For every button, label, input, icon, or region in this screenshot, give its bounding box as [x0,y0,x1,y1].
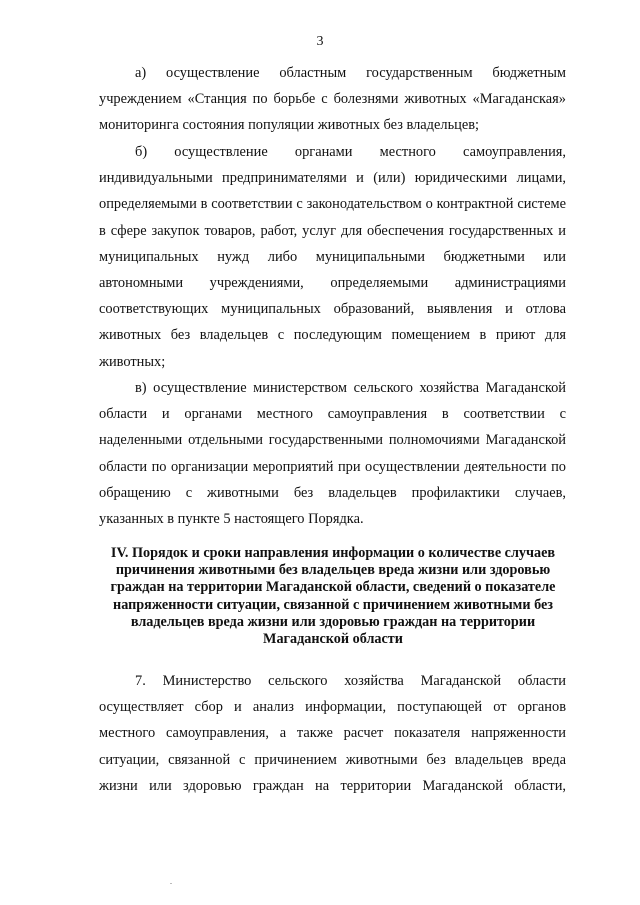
paragraph-b: б) осуществление органами местного самоуправления, индивидуальными предпринимателями и (или) юридическими лицами, определяемыми в соответствии с законодательством о контрактной системе в сфере закупок товаров, работ, услуг для обеспечения государственных и муниципальных нужд либо муниципальными бюджетными или автономными учреждениями, определяемыми администрациями соответствующих муниципальных образований, выявления и отлова животных без владельцев с последующим помещением в приют для животных; [99,144,566,370]
paragraph-v: в) осуществление министерством сельского хозяйства Магаданской области и органами местного самоуправления в соответствии с наделенными отдельными государственными полномочиями Магаданской области по организации мероприятий при осуществлении деятельности по обращению с животными без владельцев профилактики случаев, указанных в пункте 5 настоящего Порядка. [99,380,566,528]
page-number: 3 [316,34,324,49]
paragraph-a: а) осуществление областным государственным бюджетным учреждением «Станция по борьбе с болезнями животных «Магаданская» мониторинга состояния популяции животных без владельцев; [99,65,566,134]
section-heading: IV. Порядок и сроки направления информации о количестве случаев причинения животными без владельцев вреда жизни или здоровью граждан на территории Магаданской области, сведений о показателе напряженности ситуации, связанной с причинением животными без владельцев вреда жизни или здоровью граждан на территории Магаданской области [110,545,556,648]
scan-dot [170,883,172,884]
paragraph-7: 7. Министерство сельского хозяйства Магаданской области осуществляет сбор и анализ информации, поступающей от органов местного самоуправления, а также расчет показателя напряженности ситуации, связанной с причинением животными без владельцев вреда жизни или здоровью граждан на территории Магаданской области, [99,673,566,794]
